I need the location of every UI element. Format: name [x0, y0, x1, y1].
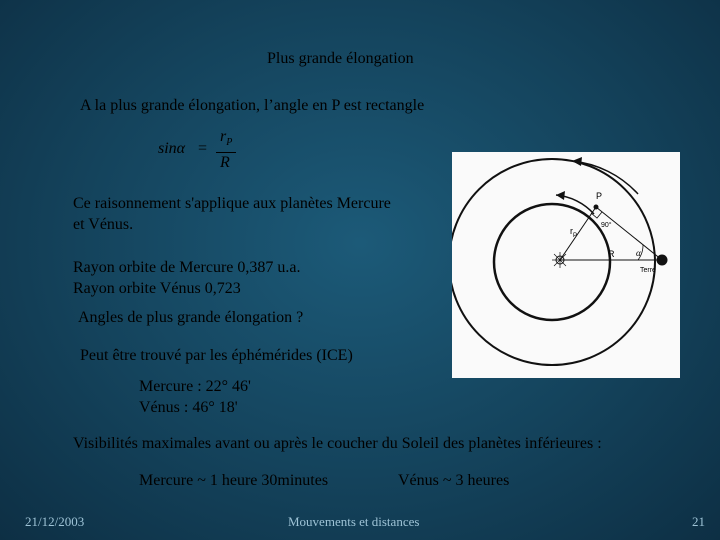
para1-line2: et Vénus. — [73, 216, 134, 233]
label-r: R — [608, 249, 615, 259]
earth-point — [657, 255, 668, 266]
angle-mercure: Mercure : 22° 46' — [139, 378, 251, 395]
rayon-mercure: Rayon orbite de Mercure 0,387 u.a. — [73, 259, 301, 276]
visibility-heading: Visibilités maximales avant ou après le coucher du Soleil des planètes inférieures : — [73, 435, 602, 452]
sun-planet-line — [560, 207, 596, 260]
planet-orbit — [494, 204, 610, 320]
question-text: Angles de plus grande élongation ? — [78, 309, 304, 326]
earth-orbit — [452, 159, 655, 365]
elongation-diagram — [452, 152, 680, 378]
formula-fraction-bar — [216, 152, 236, 153]
label-p: P — [596, 191, 603, 201]
label-terre: Terre — [640, 267, 656, 274]
planet-arrowhead — [556, 191, 565, 200]
intro-text: A la plus grande élongation, l’angle en P est rectangle — [80, 97, 425, 114]
label-rp: $r_P$ — [570, 226, 578, 239]
formula-numerator: $r_P$ — [220, 128, 233, 149]
planet-earth-line — [596, 207, 662, 260]
sun-icon — [552, 252, 568, 268]
footer-page-number: 21 — [692, 514, 705, 529]
formula-denominator: R — [220, 154, 230, 171]
label-alpha: α — [636, 248, 641, 258]
footer-date: 21/12/2003 — [25, 514, 85, 529]
sine-formula — [158, 128, 240, 174]
para1-line1: Ce raisonnement s'applique aux planètes Mercure — [73, 195, 391, 212]
visibility-mercure: Mercure ~ 1 heure 30minutes — [139, 472, 329, 489]
label-90: 90° — [601, 222, 612, 229]
slide-title: Plus grande élongation — [267, 50, 414, 67]
earth-motion-arrow — [572, 161, 638, 194]
elongation-svg — [452, 152, 680, 378]
earth-arrowhead — [572, 157, 582, 166]
ephemeris-hint: Peut être trouvé par les éphémérides (ICE) — [80, 347, 353, 364]
formula-lhs: sinα — [158, 140, 186, 157]
rayon-venus: Rayon orbite Vénus 0,723 — [73, 280, 241, 297]
visibility-venus: Vénus ~ 3 heures — [398, 472, 510, 489]
planet-point — [594, 205, 599, 210]
footer-title: Mouvements et distances — [288, 514, 420, 529]
angle-venus: Vénus : 46° 18' — [139, 399, 238, 416]
formula-equals: = — [198, 140, 208, 157]
